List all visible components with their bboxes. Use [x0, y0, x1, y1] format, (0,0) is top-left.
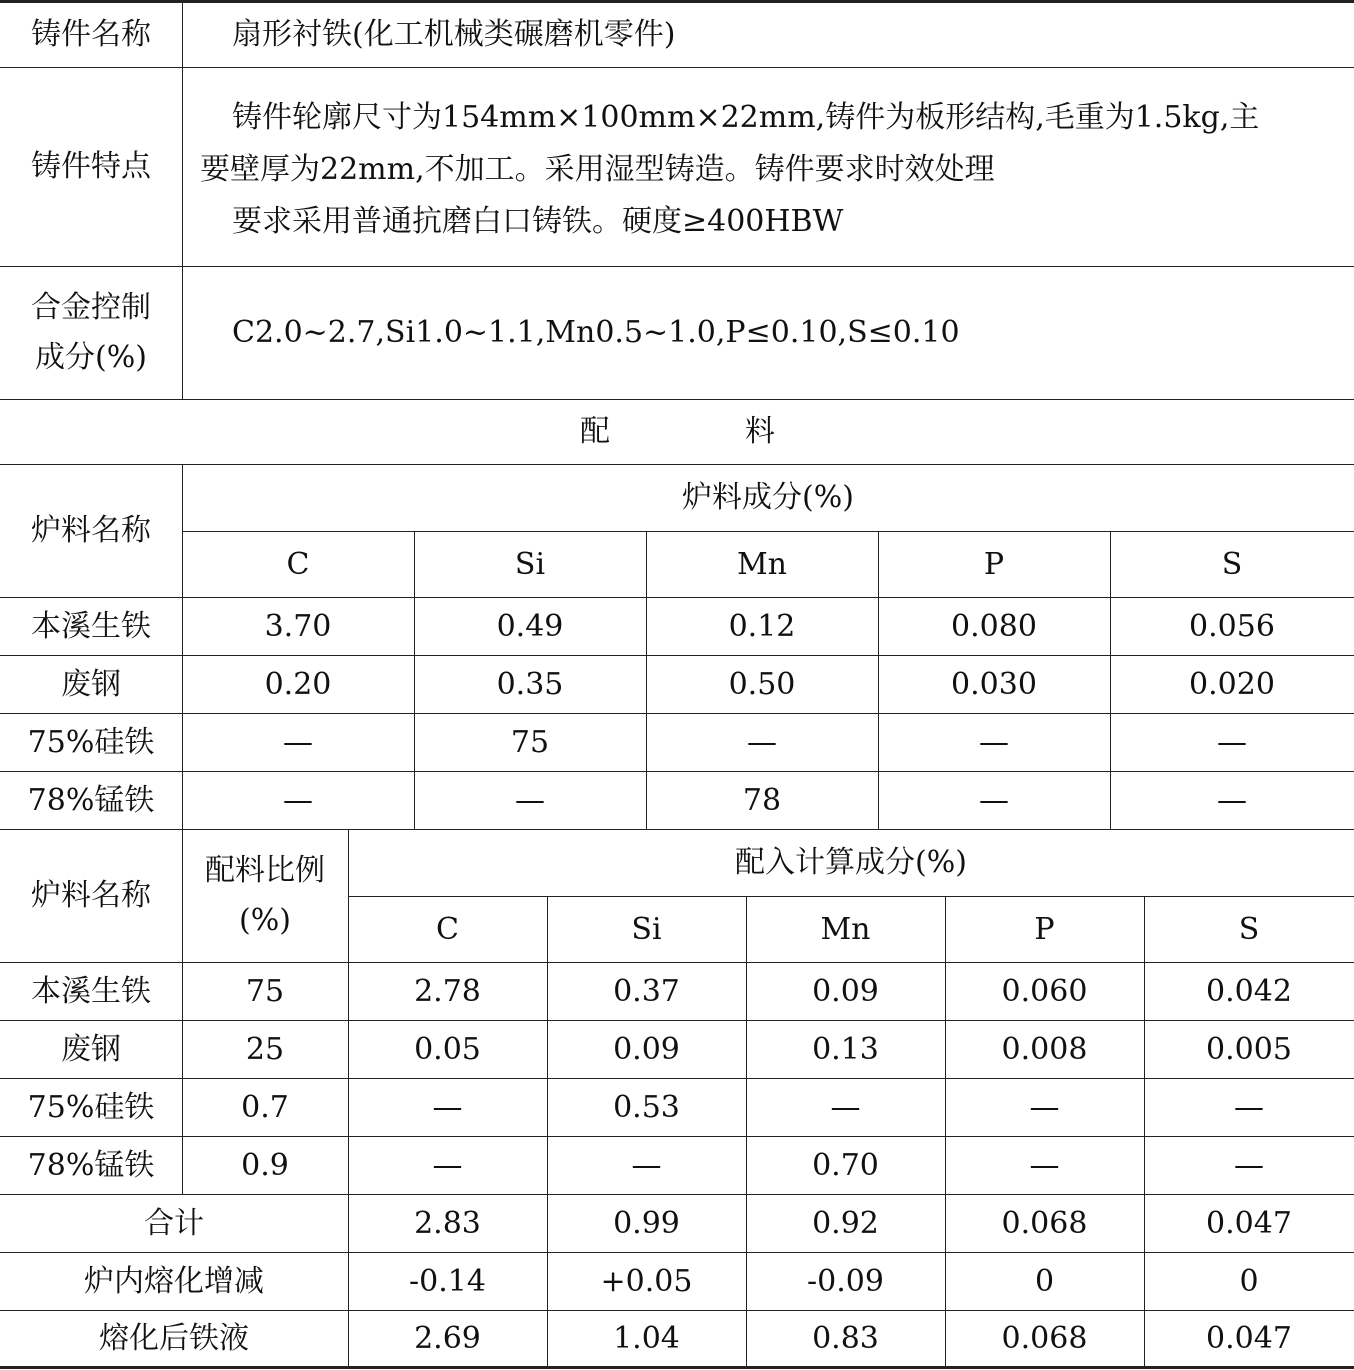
- summary-cell: 0.047: [1206, 1205, 1292, 1241]
- calc-col-c: C: [436, 911, 459, 947]
- calc-ratio-header: [182, 830, 348, 962]
- charge-col-mn: Mn: [736, 546, 788, 582]
- calc-col-p: P: [1034, 911, 1055, 947]
- alloy-label-line2: 成分(%): [35, 340, 147, 375]
- alloy-label-line1: 合金控制: [31, 290, 151, 325]
- summary-label-molten-iron: 熔化后铁液: [99, 1320, 249, 1356]
- section-title-char-2: 料: [745, 414, 775, 449]
- summary-cell: -0.14: [409, 1263, 486, 1299]
- charge-cell: 0.12: [728, 608, 796, 644]
- charge-cell: 3.70: [264, 608, 332, 644]
- charge-cell: —: [1217, 782, 1247, 818]
- summary-cell: 0.068: [1001, 1205, 1088, 1241]
- calc-col-mn: Mn: [820, 911, 871, 947]
- section-title-char-1: 配: [580, 414, 610, 449]
- calc-row-ratio: 75: [245, 973, 285, 1009]
- charge-cell: —: [283, 782, 313, 818]
- alloy-value: C2.0~2.7,Si1.0~1.1,Mn0.5~1.0,P≤0.10,S≤0.10: [232, 315, 960, 350]
- summary-cell: 1.04: [613, 1320, 680, 1356]
- calc-row-name: 78%锰铁: [27, 1147, 155, 1183]
- charge-cell: —: [1217, 724, 1247, 760]
- charge-name-header: 炉料名称: [31, 513, 151, 548]
- calc-cell: 0.37: [613, 973, 680, 1009]
- calc-cell: 0.09: [613, 1031, 680, 1067]
- calc-cell: —: [1234, 1089, 1264, 1125]
- calc-cell: 0.060: [1001, 973, 1088, 1009]
- charge-row-name: 本溪生铁: [31, 608, 151, 644]
- charge-row-name: 75%硅铁: [27, 724, 155, 760]
- calc-cell: —: [631, 1147, 662, 1183]
- calc-row-name: 废钢: [61, 1031, 121, 1067]
- features-line-3: 要求采用普通抗磨白口铸铁。硬度≥400HBW: [232, 204, 844, 239]
- calc-cell: —: [830, 1089, 861, 1125]
- charge-cell: 75: [510, 724, 550, 760]
- calc-cell: 0.70: [812, 1147, 879, 1183]
- rule: [0, 399, 1354, 400]
- casting-name-value: 扇形衬铁(化工机械类碾磨机零件): [232, 17, 676, 52]
- rule-v: [182, 0, 183, 399]
- calc-ratio-header-line2: (%): [239, 903, 291, 938]
- calc-cell: —: [432, 1089, 463, 1125]
- calc-cell: 0.09: [812, 973, 879, 1009]
- charge-cell: —: [747, 724, 777, 760]
- calc-cell: 2.78: [414, 973, 481, 1009]
- alloy-label: [0, 267, 182, 399]
- features-line-2: 要壁厚为22mm,不加工。采用湿型铸造。铸件要求时效处理: [200, 152, 995, 187]
- charge-cell: 0.49: [496, 608, 564, 644]
- calc-row-ratio: 25: [245, 1031, 285, 1067]
- summary-cell: 0: [1239, 1263, 1259, 1299]
- charge-cell: 0.030: [951, 666, 1037, 702]
- rule: [0, 67, 1354, 68]
- charge-cell: 78: [742, 782, 782, 818]
- charge-row-name: 废钢: [61, 666, 121, 702]
- calc-col-si: Si: [631, 911, 662, 947]
- calc-group-header: 配入计算成分(%): [735, 845, 967, 880]
- charge-col-c: C: [286, 546, 310, 582]
- charge-cell: 0.20: [264, 666, 332, 702]
- calc-row-ratio: 0.9: [241, 1147, 289, 1183]
- calc-cell: —: [1234, 1147, 1264, 1183]
- calc-cell: 0.05: [414, 1031, 481, 1067]
- calc-cell: 0.005: [1206, 1031, 1292, 1067]
- calc-ratio-header-line1: 配料比例: [205, 853, 325, 888]
- calc-row-name: 本溪生铁: [31, 973, 151, 1009]
- calc-col-s: S: [1238, 911, 1260, 947]
- charge-col-si: Si: [514, 546, 546, 582]
- calc-cell: 0.13: [812, 1031, 879, 1067]
- calc-cell: —: [432, 1147, 463, 1183]
- summary-cell: 0.99: [613, 1205, 680, 1241]
- casting-features-text: [200, 92, 1350, 248]
- calc-row-ratio: 0.7: [241, 1089, 289, 1125]
- features-line-1: 铸件轮廓尺寸为154mm×100mm×22mm,铸件为板形结构,毛重为1.5kg,主: [232, 100, 1260, 135]
- charge-cell: 0.020: [1189, 666, 1275, 702]
- calc-name-header: 炉料名称: [31, 878, 151, 913]
- summary-cell: 0.068: [1001, 1320, 1088, 1356]
- charge-row-name: 78%锰铁: [27, 782, 155, 818]
- charge-cell: 0.080: [951, 608, 1037, 644]
- charge-cell: 0.056: [1189, 608, 1275, 644]
- charge-cell: —: [979, 782, 1009, 818]
- casting-name-label: 铸件名称: [31, 17, 151, 52]
- charge-col-s: S: [1221, 546, 1243, 582]
- charge-cell: —: [283, 724, 313, 760]
- summary-label-melt-change: 炉内熔化增减: [84, 1263, 264, 1299]
- summary-cell: 0.047: [1206, 1320, 1292, 1356]
- charge-cell: 0.35: [496, 666, 564, 702]
- calc-cell: 0.008: [1001, 1031, 1088, 1067]
- casting-features-label: 铸件特点: [31, 149, 151, 184]
- calc-cell: —: [1029, 1089, 1060, 1125]
- charge-col-p: P: [983, 546, 1005, 582]
- calc-cell: 0.042: [1206, 973, 1292, 1009]
- summary-cell: 0: [1034, 1263, 1055, 1299]
- summary-cell: 2.69: [414, 1320, 481, 1356]
- calc-row-name: 75%硅铁: [27, 1089, 155, 1125]
- summary-cell: +0.05: [600, 1263, 693, 1299]
- calc-cell: 0.53: [613, 1089, 680, 1125]
- summary-label-total: 合计: [144, 1205, 204, 1241]
- calc-cell: —: [1029, 1147, 1060, 1183]
- charge-group-header: 炉料成分(%): [682, 480, 854, 515]
- charge-cell: —: [515, 782, 545, 818]
- summary-cell: -0.09: [807, 1263, 884, 1299]
- charge-cell: —: [979, 724, 1009, 760]
- rule-bottom: [0, 1366, 1354, 1369]
- charge-cell: 0.50: [728, 666, 796, 702]
- summary-cell: 0.92: [812, 1205, 879, 1241]
- summary-cell: 0.83: [812, 1320, 879, 1356]
- summary-cell: 2.83: [414, 1205, 481, 1241]
